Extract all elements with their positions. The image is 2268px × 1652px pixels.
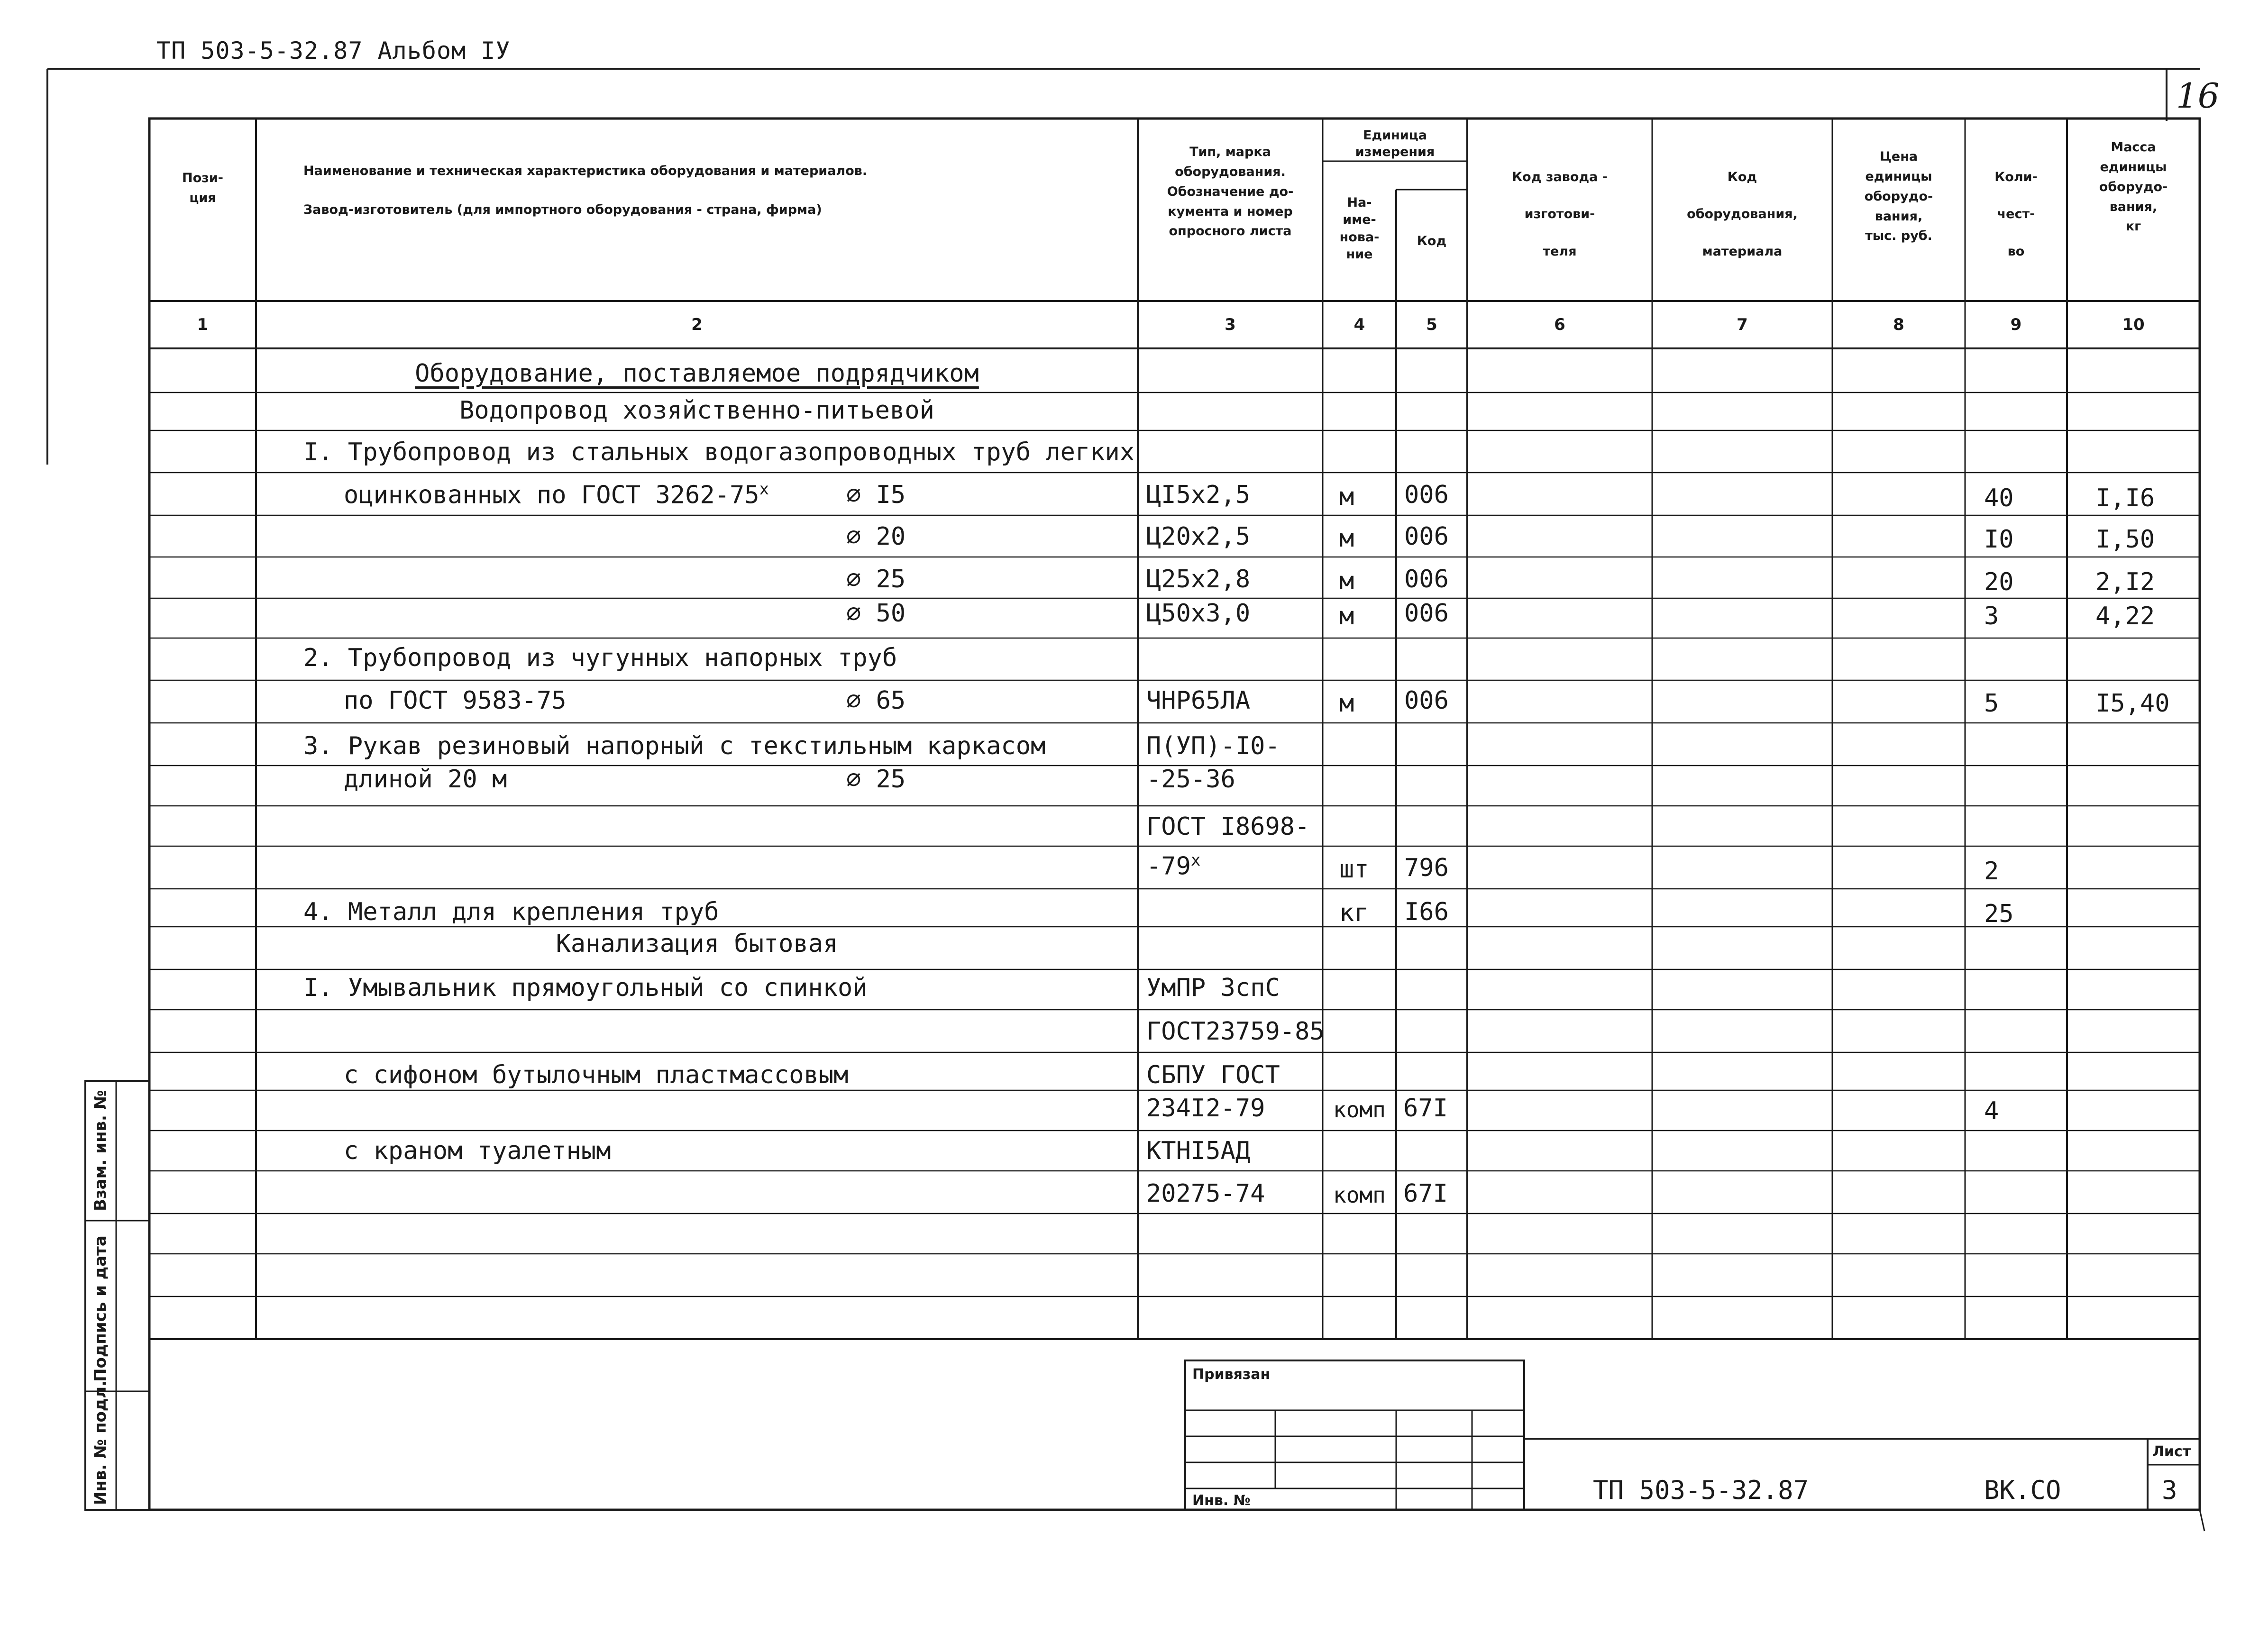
document-code: ТП 503-5-32.87	[1593, 1475, 1809, 1505]
quantity: 3	[1984, 602, 1999, 630]
unit-name: м	[1339, 689, 1354, 718]
type-mark: Ц20х2,5	[1146, 522, 1251, 551]
diameter: ∅ 50	[846, 599, 906, 628]
diameter: ∅ I5	[846, 481, 906, 509]
col-unit-group-header: Единица измерения	[1355, 128, 1435, 160]
diameter: ∅ 65	[846, 686, 906, 715]
unit-code: 006	[1404, 522, 1449, 551]
type-mark: ЦI5х2,5	[1146, 481, 1251, 509]
item-name: оцинкованных по ГОСТ 3262-75$^x$	[344, 480, 769, 510]
type-mark: -79$^x$	[1146, 851, 1201, 881]
document-mark: ВК.СО	[1984, 1475, 2061, 1505]
item-name: по ГОСТ 9583-75	[344, 686, 567, 715]
column-number: 5	[1426, 315, 1437, 334]
quantity: 2	[1984, 857, 1999, 885]
sheet-number: 16	[2176, 76, 2220, 116]
item-name: длиной 20 м	[344, 765, 507, 794]
column-number: 10	[2122, 315, 2145, 334]
sheet-label: Лист	[2152, 1443, 2191, 1460]
col-6-header: Код завода - изготови- теля	[1512, 170, 1608, 259]
unit-code: I66	[1404, 898, 1449, 926]
item-name: 3. Рукав резиновый напорный с текстильным каркасом	[303, 732, 1046, 760]
type-mark: УмПР 3спС	[1146, 974, 1280, 1002]
sheet-value: 3	[2162, 1475, 2177, 1505]
col-2-header: Наименование и техническая характеристика оборудования и материалов. Завод-изготовитель (для импортного оборудования - страна, фирма)	[303, 164, 868, 217]
diameter: ∅ 20	[846, 522, 906, 551]
item-name: с краном туалетным	[344, 1137, 611, 1165]
unit-name: шт	[1339, 855, 1369, 884]
col-3-header: Тип, марка оборудования. Обозначение до- кумента и номер опросного листа	[1167, 145, 1294, 239]
unit-code: 006	[1404, 686, 1449, 715]
type-mark: СБПУ ГОСТ	[1146, 1061, 1280, 1089]
unit-name: комп	[1333, 1182, 1386, 1208]
column-number: 9	[2010, 315, 2022, 334]
side-stamp-replace-inv: Взам. инв. №	[91, 1090, 110, 1211]
type-mark: 234I2-79	[1146, 1094, 1265, 1123]
unit-name: м	[1339, 567, 1354, 595]
quantity: 25	[1984, 900, 2014, 928]
side-stamp-signature-date: Подпись и дата	[91, 1235, 110, 1382]
diameter: ∅ 25	[846, 565, 906, 593]
quantity: I0	[1984, 525, 2014, 554]
col-1-header: Пози- ция	[182, 171, 223, 205]
diameter: ∅ 25	[846, 765, 906, 794]
type-mark: Ц50х3,0	[1146, 599, 1251, 628]
type-mark: КТНI5АД	[1146, 1137, 1251, 1165]
unit-name: м	[1339, 602, 1354, 630]
quantity: 4	[1984, 1097, 1999, 1125]
type-mark: -25-36	[1146, 765, 1235, 794]
column-number: 6	[1554, 315, 1565, 334]
type-mark: ЧНР65ЛА	[1146, 686, 1251, 715]
quantity: 5	[1984, 689, 1999, 718]
unit-code: 006	[1404, 565, 1449, 593]
unit-code: 67I	[1403, 1094, 1448, 1123]
unit-name: м	[1339, 483, 1354, 511]
type-mark: ГОСТ I8698-	[1146, 812, 1310, 841]
album-title: ТП 503-5-32.87 Альбом IУ	[156, 37, 511, 64]
side-stamp-original-inv: Инв. № подл.	[91, 1380, 110, 1505]
column-number: 1	[197, 315, 209, 334]
unit-name: комп	[1333, 1097, 1386, 1123]
item-name: I. Умывальник прямоугольный со спинкой	[303, 974, 868, 1002]
col-4-header: На- име- нова- ние	[1339, 195, 1380, 262]
quantity: 20	[1984, 568, 2014, 596]
column-number: 2	[691, 315, 703, 334]
column-number: 8	[1893, 315, 1904, 334]
item-name: I. Трубопровод из стальных водогазопроводных труб легких	[303, 438, 1135, 466]
quantity: 40	[1984, 484, 2014, 512]
unit-code: 006	[1404, 599, 1449, 628]
col-8-header: Цена единицы оборудо- вания, тыс. руб.	[1864, 149, 1933, 244]
item-name: 4. Металл для крепления труб	[303, 898, 719, 926]
unit-name: кг	[1339, 899, 1369, 927]
col-10-header: Масса единицы оборудо- вания, кг	[2099, 140, 2168, 234]
type-mark: П(УП)-I0-	[1146, 732, 1280, 760]
unit-mass: I,I6	[2095, 484, 2155, 512]
type-mark: ГОСТ23759-85	[1146, 1017, 1325, 1046]
section-title: Оборудование, поставляемое подрядчиком	[415, 359, 979, 388]
col-5-header: Код	[1417, 234, 1447, 248]
column-number: 4	[1353, 315, 1365, 334]
unit-code: 796	[1404, 854, 1449, 882]
type-mark: Ц25х2,8	[1146, 565, 1251, 593]
col-7-header: Код оборудования, материала	[1687, 170, 1798, 259]
column-number: 3	[1225, 315, 1236, 334]
unit-mass: I5,40	[2095, 689, 2170, 718]
unit-code: 006	[1404, 481, 1449, 509]
unit-mass: I,50	[2095, 525, 2155, 554]
stamp-inv-no: Инв. №	[1192, 1492, 1251, 1509]
stamp-privyazan: Привязан	[1192, 1366, 1271, 1383]
item-name: с сифоном бутылочным пластмассовым	[344, 1061, 849, 1089]
item-name: 2. Трубопровод из чугунных напорных труб	[303, 644, 897, 672]
unit-mass: 4,22	[2095, 602, 2155, 630]
subsection-title: Канализация бытовая	[556, 930, 838, 958]
col-9-header: Коли- чест- во	[1994, 170, 2038, 259]
column-number: 7	[1737, 315, 1748, 334]
type-mark: 20275-74	[1146, 1179, 1265, 1208]
unit-name: м	[1339, 524, 1354, 553]
subsection-title: Водопровод хозяйственно-питьевой	[459, 396, 934, 425]
unit-mass: 2,I2	[2095, 568, 2155, 596]
unit-code: 67I	[1403, 1179, 1448, 1208]
